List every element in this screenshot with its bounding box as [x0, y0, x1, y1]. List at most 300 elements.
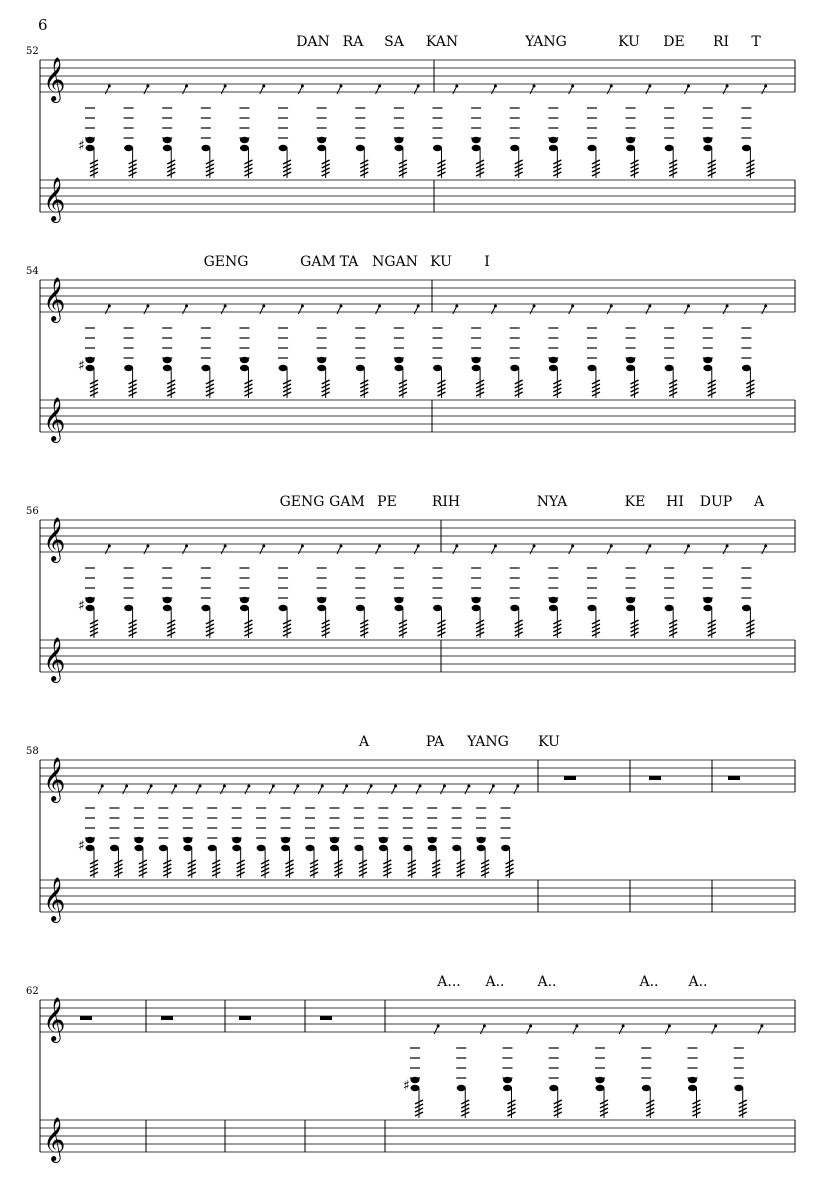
note-cluster	[510, 305, 536, 399]
rest-mark	[723, 546, 727, 554]
note-cluster	[501, 785, 520, 879]
system-54	[26, 254, 795, 443]
note-head	[428, 837, 437, 843]
note-head	[232, 837, 241, 843]
note-head	[134, 845, 143, 851]
rest-mark	[416, 786, 420, 794]
rest-mark	[98, 786, 102, 794]
rest-mark	[607, 306, 611, 314]
rest-mark	[294, 786, 298, 794]
note-head	[596, 1085, 605, 1091]
note-head	[510, 605, 519, 611]
note-cluster	[109, 785, 128, 879]
note-head	[240, 137, 249, 143]
note-cluster	[452, 785, 471, 879]
note-head	[742, 145, 751, 151]
note-cluster	[403, 785, 422, 879]
lyric-syllable: GAM	[329, 494, 365, 510]
note-head	[665, 605, 674, 611]
note-cluster	[394, 305, 420, 399]
note-head	[394, 137, 403, 143]
note-cluster	[471, 305, 497, 399]
lyric-syllable: DE	[663, 34, 685, 50]
note-head	[742, 365, 751, 371]
treble-clef: 𝄞	[43, 997, 66, 1041]
note-head	[503, 1085, 512, 1091]
note-head	[183, 845, 192, 851]
note-head	[472, 605, 481, 611]
note-head	[411, 1077, 420, 1083]
rest-mark	[343, 786, 347, 794]
lyric-syllable: KE	[624, 494, 646, 510]
rest-mark	[491, 546, 495, 554]
rest-mark	[367, 786, 371, 794]
lyric-syllable: KU	[430, 254, 452, 270]
note-head	[281, 845, 290, 851]
note-cluster	[162, 545, 188, 639]
note-cluster	[703, 305, 729, 399]
note-head	[163, 357, 172, 363]
note-head	[626, 605, 635, 611]
rest-mark	[530, 546, 534, 554]
note-head	[317, 597, 326, 603]
note-cluster	[626, 545, 652, 639]
note-cluster	[626, 85, 652, 179]
lyric-syllable: RA	[342, 34, 364, 50]
rest-mark	[172, 786, 176, 794]
note-cluster	[433, 545, 459, 639]
note-head	[394, 145, 403, 151]
rest-mark	[105, 306, 109, 314]
whole-rest	[564, 776, 576, 780]
note-cluster	[548, 305, 574, 399]
note-cluster	[134, 785, 153, 879]
note-head	[472, 137, 481, 143]
rest-mark	[453, 86, 457, 94]
note-cluster	[239, 85, 265, 179]
lyric-syllable: A...	[437, 974, 461, 990]
note-head	[279, 145, 288, 151]
note-head	[86, 137, 95, 143]
note-cluster	[278, 305, 304, 399]
note-cluster	[239, 545, 265, 639]
note-cluster	[124, 545, 150, 639]
note-head	[379, 837, 388, 843]
lyric-syllable: YANG	[467, 734, 509, 750]
rest-mark	[221, 546, 225, 554]
note-head	[472, 365, 481, 371]
note-head	[163, 365, 172, 371]
note-head	[317, 145, 326, 151]
note-head	[356, 145, 365, 151]
lyric-syllable: I	[484, 254, 490, 270]
note-cluster	[587, 545, 613, 639]
note-head	[317, 137, 326, 143]
whole-rest	[649, 776, 661, 780]
note-head	[86, 837, 95, 843]
treble-clef: 𝄞	[43, 1117, 66, 1161]
note-head	[159, 845, 168, 851]
note-cluster	[183, 785, 202, 879]
lyric-syllable: KAN	[425, 34, 459, 50]
note-head	[626, 597, 635, 603]
note-cluster	[124, 85, 150, 179]
measure-number: 56	[26, 506, 39, 517]
rest-mark	[318, 786, 322, 794]
lyric-syllable: KU	[538, 734, 560, 750]
note-cluster	[595, 1025, 625, 1119]
note-head	[257, 845, 266, 851]
note-head	[183, 837, 192, 843]
note-head	[403, 845, 412, 851]
rest-mark	[684, 306, 688, 314]
system-52	[26, 34, 795, 223]
rest-mark	[376, 306, 380, 314]
rest-mark	[646, 546, 650, 554]
rest-mark	[337, 546, 341, 554]
rest-mark	[569, 306, 573, 314]
sharp-sign: ♯	[78, 598, 85, 614]
note-cluster	[305, 785, 324, 879]
note-cluster	[410, 1025, 440, 1119]
note-cluster	[741, 545, 767, 639]
rest-mark	[144, 306, 148, 314]
rest-mark	[221, 306, 225, 314]
note-cluster	[433, 305, 459, 399]
rest-mark	[337, 86, 341, 94]
note-cluster	[85, 545, 111, 639]
rest-mark	[607, 546, 611, 554]
treble-clef: 𝄞	[43, 57, 66, 101]
rest-mark	[489, 786, 493, 794]
note-head	[703, 365, 712, 371]
note-head	[477, 845, 486, 851]
rest-mark	[762, 86, 766, 94]
lyric-syllable: NGAN	[372, 254, 418, 270]
note-head	[330, 845, 339, 851]
note-cluster	[278, 85, 304, 179]
note-cluster	[394, 545, 420, 639]
note-head	[163, 137, 172, 143]
rest-mark	[434, 1026, 438, 1034]
note-cluster	[317, 85, 343, 179]
rest-mark	[465, 786, 469, 794]
note-head	[134, 837, 143, 843]
rest-mark	[514, 786, 518, 794]
rest-mark	[183, 86, 187, 94]
note-head	[433, 145, 442, 151]
note-cluster	[587, 305, 613, 399]
sharp-sign: ♯	[78, 358, 85, 374]
note-cluster	[354, 785, 373, 879]
rest-mark	[414, 86, 418, 94]
note-head	[356, 605, 365, 611]
note-cluster	[124, 305, 150, 399]
rest-mark	[183, 546, 187, 554]
rest-mark	[607, 86, 611, 94]
note-head	[510, 145, 519, 151]
lyric-syllable: SA	[384, 34, 404, 50]
note-head	[549, 357, 558, 363]
note-head	[703, 605, 712, 611]
rest-mark	[569, 86, 573, 94]
treble-clef: 𝄞	[43, 517, 66, 561]
note-head	[477, 837, 486, 843]
note-head	[587, 145, 596, 151]
note-cluster	[162, 85, 188, 179]
lyric-syllable: A	[753, 494, 765, 510]
rest-mark	[196, 786, 200, 794]
note-head	[742, 605, 751, 611]
note-head	[503, 1077, 512, 1083]
whole-rest	[320, 1016, 332, 1020]
note-head	[86, 357, 95, 363]
note-cluster	[664, 85, 690, 179]
rest-mark	[220, 786, 224, 794]
note-cluster	[201, 85, 227, 179]
note-head	[587, 365, 596, 371]
whole-rest	[161, 1016, 173, 1020]
note-head	[428, 845, 437, 851]
treble-clef: 𝄞	[43, 177, 66, 221]
note-head	[587, 605, 596, 611]
note-cluster	[510, 85, 536, 179]
rest-mark	[491, 86, 495, 94]
lyric-syllable: A..	[688, 974, 708, 990]
rest-mark	[221, 86, 225, 94]
note-head	[452, 845, 461, 851]
note-cluster	[256, 785, 275, 879]
measure-number: 52	[26, 46, 39, 57]
note-head	[86, 605, 95, 611]
note-head	[596, 1077, 605, 1083]
rest-mark	[723, 86, 727, 94]
note-cluster	[626, 305, 652, 399]
lyric-syllable: PE	[377, 494, 397, 510]
note-head	[703, 357, 712, 363]
note-cluster	[201, 305, 227, 399]
note-head	[688, 1085, 697, 1091]
rest-mark	[453, 306, 457, 314]
note-head	[281, 837, 290, 843]
whole-rest	[80, 1016, 92, 1020]
note-head	[86, 845, 95, 851]
rest-mark	[762, 306, 766, 314]
note-head	[86, 365, 95, 371]
note-cluster	[587, 85, 613, 179]
note-cluster	[703, 85, 729, 179]
measure-number: 54	[26, 266, 39, 277]
lyric-syllable: RIH	[431, 494, 461, 510]
rest-mark	[392, 786, 396, 794]
note-head	[240, 357, 249, 363]
note-head	[330, 837, 339, 843]
system-58	[26, 734, 795, 923]
note-head	[472, 597, 481, 603]
lyric-syllable: A..	[639, 974, 659, 990]
note-head	[240, 597, 249, 603]
note-cluster	[278, 545, 304, 639]
note-head	[232, 845, 241, 851]
rest-mark	[758, 1026, 762, 1034]
rest-mark	[144, 546, 148, 554]
note-cluster	[378, 785, 397, 879]
note-cluster	[548, 545, 574, 639]
note-head	[163, 145, 172, 151]
note-cluster	[476, 785, 495, 879]
note-head	[394, 605, 403, 611]
note-head	[317, 357, 326, 363]
note-head	[549, 597, 558, 603]
rest-mark	[260, 306, 264, 314]
note-head	[163, 605, 172, 611]
note-cluster	[703, 545, 729, 639]
note-head	[626, 357, 635, 363]
note-head	[457, 1085, 466, 1091]
note-head	[688, 1077, 697, 1083]
rest-mark	[646, 306, 650, 314]
whole-rest	[239, 1016, 251, 1020]
note-cluster	[741, 85, 767, 179]
note-head	[201, 365, 210, 371]
rest-mark	[569, 546, 573, 554]
note-head	[665, 365, 674, 371]
note-head	[208, 845, 217, 851]
lyric-syllable: KU	[618, 34, 640, 50]
note-cluster	[734, 1025, 764, 1119]
page-number: 6	[38, 16, 48, 34]
note-head	[356, 365, 365, 371]
rest-mark	[480, 1026, 484, 1034]
rest-mark	[491, 306, 495, 314]
note-cluster	[158, 785, 177, 879]
note-cluster	[201, 545, 227, 639]
note-head	[501, 845, 510, 851]
note-head	[86, 145, 95, 151]
rest-mark	[105, 86, 109, 94]
note-head	[124, 145, 133, 151]
note-head	[379, 845, 388, 851]
note-head	[665, 145, 674, 151]
system-56	[26, 494, 795, 683]
lyric-syllable: GAM	[300, 254, 336, 270]
note-cluster	[394, 85, 420, 179]
note-head	[703, 597, 712, 603]
rest-mark	[762, 546, 766, 554]
rest-mark	[530, 306, 534, 314]
note-head	[549, 605, 558, 611]
rest-mark	[414, 546, 418, 554]
rest-mark	[183, 306, 187, 314]
rest-mark	[440, 786, 444, 794]
note-head	[240, 605, 249, 611]
note-head	[642, 1085, 651, 1091]
note-head	[394, 357, 403, 363]
note-cluster	[471, 545, 497, 639]
note-cluster	[688, 1025, 718, 1119]
rest-mark	[619, 1026, 623, 1034]
lyric-syllable: A	[358, 734, 370, 750]
rest-mark	[337, 306, 341, 314]
rest-mark	[453, 546, 457, 554]
note-cluster	[471, 85, 497, 179]
lyric-syllable: PA	[425, 734, 445, 750]
note-cluster	[329, 785, 348, 879]
note-head	[433, 365, 442, 371]
lyric-syllable: DUP	[699, 494, 733, 510]
note-head	[201, 145, 210, 151]
lyric-syllable: A..	[485, 974, 505, 990]
rest-mark	[665, 1026, 669, 1034]
rest-mark	[298, 86, 302, 94]
rest-mark	[712, 1026, 716, 1034]
note-cluster	[510, 545, 536, 639]
note-cluster	[664, 545, 690, 639]
rest-mark	[684, 86, 688, 94]
treble-clef: 𝄞	[43, 877, 66, 921]
note-cluster	[85, 785, 104, 879]
note-head	[124, 605, 133, 611]
note-cluster	[85, 85, 111, 179]
note-head	[354, 845, 363, 851]
lyric-syllable: NYA	[536, 494, 568, 510]
lyric-syllable: A..	[537, 974, 557, 990]
sharp-sign: ♯	[78, 838, 85, 854]
note-cluster	[281, 785, 300, 879]
note-cluster	[355, 85, 381, 179]
lyric-syllable: T	[751, 34, 761, 50]
note-cluster	[85, 305, 111, 399]
note-cluster	[741, 305, 767, 399]
note-head	[124, 365, 133, 371]
note-head	[626, 145, 635, 151]
system-62	[26, 974, 795, 1163]
note-head	[626, 137, 635, 143]
rest-mark	[527, 1026, 531, 1034]
lyric-syllable: GENG	[279, 494, 325, 510]
treble-clef: 𝄞	[43, 757, 66, 801]
note-head	[317, 605, 326, 611]
note-cluster	[503, 1025, 533, 1119]
note-cluster	[549, 1025, 579, 1119]
whole-rest	[728, 776, 740, 780]
note-cluster	[427, 785, 446, 879]
rest-mark	[298, 546, 302, 554]
treble-clef: 𝄞	[43, 637, 66, 681]
note-head	[703, 145, 712, 151]
rest-mark	[414, 306, 418, 314]
note-cluster	[355, 545, 381, 639]
rest-mark	[123, 786, 127, 794]
note-cluster	[317, 545, 343, 639]
rest-mark	[260, 546, 264, 554]
note-head	[472, 145, 481, 151]
rest-mark	[245, 786, 249, 794]
note-cluster	[232, 785, 251, 879]
rest-mark	[298, 306, 302, 314]
note-cluster	[641, 1025, 671, 1119]
rest-mark	[530, 86, 534, 94]
rest-mark	[376, 86, 380, 94]
note-head	[86, 597, 95, 603]
note-head	[240, 365, 249, 371]
note-head	[279, 605, 288, 611]
lyric-syllable: YANG	[525, 34, 567, 50]
rest-mark	[684, 546, 688, 554]
note-cluster	[664, 305, 690, 399]
rest-mark	[105, 546, 109, 554]
note-cluster	[317, 305, 343, 399]
